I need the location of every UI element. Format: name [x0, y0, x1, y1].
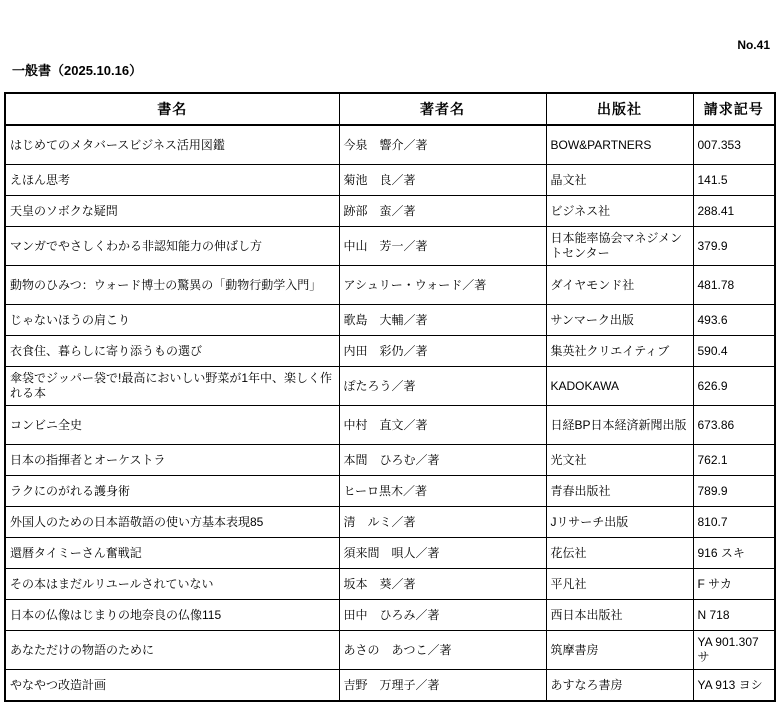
cell-call-number: [693, 367, 775, 406]
cell-title: [5, 445, 339, 476]
column-header-call-number: 請求記号: [693, 93, 775, 125]
cell-author-text: 歌島 大輔／著: [343, 312, 428, 327]
table-row: [5, 670, 775, 702]
cell-title: [5, 305, 339, 336]
cell-title: [5, 507, 339, 538]
cell-title-text: マンガでやさしくわかる非認知能力の伸ばし方: [10, 238, 263, 253]
table-row: [5, 266, 775, 305]
cell-title: [5, 336, 339, 367]
cell-author: [339, 631, 546, 670]
cell-call-number: [693, 227, 775, 266]
column-header-author: 著者名: [339, 93, 546, 125]
cell-publisher: [546, 538, 693, 569]
cell-publisher: [546, 569, 693, 600]
cell-publisher: [546, 125, 693, 165]
cell-call-number-text: YA 901.307 サ: [697, 635, 759, 664]
cell-title-text: コンビニ全史: [10, 417, 83, 432]
cell-call-number-text: 379.9: [697, 238, 728, 253]
table-row: [5, 125, 775, 165]
cell-publisher: [546, 196, 693, 227]
cell-publisher: [546, 507, 693, 538]
cell-publisher-text: 日経BP日本経済新聞出版: [550, 417, 687, 432]
cell-call-number-text: 916 スキ: [697, 545, 745, 560]
cell-call-number-text: 288.41: [697, 203, 735, 218]
cell-author: [339, 227, 546, 266]
cell-call-number: [693, 507, 775, 538]
cell-title: [5, 125, 339, 165]
booklist-table: [4, 92, 776, 702]
page-title: 一般書（2025.10.16）: [12, 63, 143, 78]
cell-title: [5, 631, 339, 670]
cell-author-text: 跡部 蛮／著: [343, 203, 416, 218]
cell-call-number-text: F サカ: [697, 576, 732, 591]
cell-publisher-text: BOW&PARTNERS: [550, 137, 652, 152]
cell-title: [5, 476, 339, 507]
cell-call-number: [693, 670, 775, 702]
cell-publisher-text: あすなろ書房: [550, 677, 623, 692]
cell-call-number: [693, 600, 775, 631]
cell-author-text: あさの あつこ／著: [343, 642, 452, 657]
booklist-container: [4, 92, 774, 702]
cell-author: [339, 670, 546, 702]
cell-author: [339, 367, 546, 406]
cell-publisher: [546, 165, 693, 196]
table-row: [5, 569, 775, 600]
table-row: [5, 196, 775, 227]
cell-title: [5, 367, 339, 406]
cell-author-text: 吉野 万理子／著: [343, 677, 440, 692]
cell-publisher: [546, 600, 693, 631]
cell-title-text: 外国人のための日本語敬語の使い方基本表現85: [10, 514, 264, 529]
cell-call-number-text: 493.6: [697, 312, 728, 327]
cell-title-text: 衣食住、暮らしに寄り添うもの選び: [10, 343, 203, 358]
cell-publisher: [546, 266, 693, 305]
table-row: [5, 476, 775, 507]
cell-author-text: 清 ルミ／著: [343, 514, 416, 529]
table-header-row: [5, 93, 775, 125]
cell-publisher-text: 西日本出版社: [550, 607, 623, 622]
cell-title: [5, 538, 339, 569]
cell-publisher-text: 花伝社: [550, 545, 587, 560]
cell-call-number-text: 673.86: [697, 417, 735, 432]
cell-call-number: [693, 476, 775, 507]
cell-publisher-text: 光文社: [550, 452, 587, 467]
cell-title-text: その本はまだルリユールされていない: [10, 576, 214, 591]
cell-publisher: [546, 631, 693, 670]
cell-publisher-text: 青春出版社: [550, 483, 611, 498]
cell-publisher-text: 日本能率協会マネジメントセンター: [550, 231, 683, 260]
cell-title-text: やなやつ改造計画: [10, 677, 107, 692]
table-row: [5, 600, 775, 631]
cell-author: [339, 538, 546, 569]
cell-publisher-text: 平凡社: [550, 576, 587, 591]
cell-call-number: [693, 125, 775, 165]
cell-author-text: 坂本 葵／著: [343, 576, 416, 591]
cell-author: [339, 445, 546, 476]
cell-publisher-text: Jリサーチ出版: [550, 514, 629, 529]
cell-title-text: あなただけの物語のために: [10, 642, 155, 657]
cell-author-text: 田中 ひろみ／著: [343, 607, 440, 622]
cell-title: [5, 406, 339, 445]
cell-title-text: えほん思考: [10, 172, 71, 187]
cell-call-number-text: 762.1: [697, 452, 728, 467]
cell-title: [5, 196, 339, 227]
cell-author: [339, 266, 546, 305]
cell-title-text: 動物のひみつ：ウォード博士の驚異の「動物行動学入門」: [10, 277, 322, 292]
cell-title: [5, 600, 339, 631]
cell-author-text: 須来間 唄人／著: [343, 545, 440, 560]
cell-publisher-text: 集英社クリエイティブ: [550, 343, 670, 358]
cell-title-text: 還暦タイミーさん奮戦記: [10, 545, 142, 560]
cell-call-number-text: 590.4: [697, 343, 728, 358]
cell-author-text: 菊池 良／著: [343, 172, 416, 187]
cell-author-text: ぽたろう／著: [343, 378, 416, 393]
table-row: [5, 538, 775, 569]
cell-title-text: 天皇のソボクな疑問: [10, 203, 118, 218]
cell-call-number: [693, 569, 775, 600]
cell-author-text: 中山 芳一／著: [343, 238, 428, 253]
table-row: [5, 631, 775, 670]
cell-author: [339, 305, 546, 336]
cell-title-text: 日本の仏像はじまりの地奈良の仏像115: [10, 607, 222, 622]
cell-author: [339, 336, 546, 367]
column-header-title: 書名: [5, 93, 339, 125]
cell-call-number-text: 789.9: [697, 483, 728, 498]
cell-publisher: [546, 406, 693, 445]
cell-author: [339, 569, 546, 600]
cell-publisher-text: ダイヤモンド社: [550, 277, 635, 292]
cell-author: [339, 406, 546, 445]
cell-author: [339, 196, 546, 227]
cell-call-number: [693, 538, 775, 569]
cell-call-number-text: 626.9: [697, 378, 728, 393]
cell-call-number-text: 481.78: [697, 277, 735, 292]
cell-author-text: 今泉 響介／著: [343, 137, 428, 152]
cell-author-text: ヒーロ黒木／著: [343, 483, 428, 498]
cell-publisher: [546, 336, 693, 367]
cell-title-text: 傘袋でジッパー袋で!最高においしい野菜が1年中、楽しく作れる本: [10, 371, 333, 400]
table-row: [5, 367, 775, 406]
cell-title-text: 日本の指揮者とオーケストラ: [10, 452, 166, 467]
table-row: [5, 507, 775, 538]
cell-title: [5, 569, 339, 600]
cell-call-number: [693, 165, 775, 196]
cell-call-number-text: N 718: [697, 607, 730, 622]
table-header: [5, 93, 775, 125]
cell-author: [339, 125, 546, 165]
table-row: [5, 406, 775, 445]
cell-title: [5, 670, 339, 702]
column-header-publisher: 出版社: [546, 93, 693, 125]
cell-author-text: 内田 彩仍／著: [343, 343, 428, 358]
cell-title: [5, 165, 339, 196]
cell-publisher-text: サンマーク出版: [550, 312, 634, 327]
cell-call-number-text: 141.5: [697, 172, 728, 187]
cell-call-number: [693, 305, 775, 336]
cell-publisher: [546, 227, 693, 266]
cell-title-text: はじめてのメタバースビジネス活用図鑑: [10, 137, 225, 152]
cell-author: [339, 600, 546, 631]
cell-call-number: [693, 336, 775, 367]
cell-call-number: [693, 631, 775, 670]
table-body: [5, 125, 775, 701]
cell-publisher-text: ビジネス社: [550, 203, 611, 218]
cell-publisher: [546, 367, 693, 406]
cell-publisher: [546, 476, 693, 507]
cell-publisher-text: 晶文社: [550, 172, 587, 187]
cell-title-text: じゃないほうの肩こり: [10, 312, 131, 327]
cell-call-number-text: 810.7: [697, 514, 728, 529]
cell-call-number: [693, 266, 775, 305]
cell-author-text: アシュリー・ウォード／著: [343, 277, 487, 292]
cell-publisher: [546, 305, 693, 336]
table-row: [5, 165, 775, 196]
cell-title-text: ラクにのがれる護身術: [10, 483, 131, 498]
cell-call-number-text: 007.353: [697, 137, 741, 152]
cell-publisher-text: 筑摩書房: [550, 642, 599, 657]
cell-author: [339, 165, 546, 196]
cell-author-text: 中村 直文／著: [343, 417, 428, 432]
cell-author: [339, 476, 546, 507]
table-row: [5, 305, 775, 336]
cell-publisher: [546, 445, 693, 476]
cell-call-number-text: YA 913 ヨシ: [697, 677, 763, 692]
cell-title: [5, 266, 339, 305]
table-row: [5, 336, 775, 367]
table-row: [5, 445, 775, 476]
cell-publisher-text: KADOKAWA: [550, 378, 619, 393]
cell-author-text: 本間 ひろむ／著: [343, 452, 440, 467]
cell-title: [5, 227, 339, 266]
table-row: [5, 227, 775, 266]
cell-publisher: [546, 670, 693, 702]
cell-author: [339, 507, 546, 538]
cell-call-number: [693, 445, 775, 476]
cell-call-number: [693, 406, 775, 445]
page-number: No.41: [737, 38, 770, 52]
cell-call-number: [693, 196, 775, 227]
